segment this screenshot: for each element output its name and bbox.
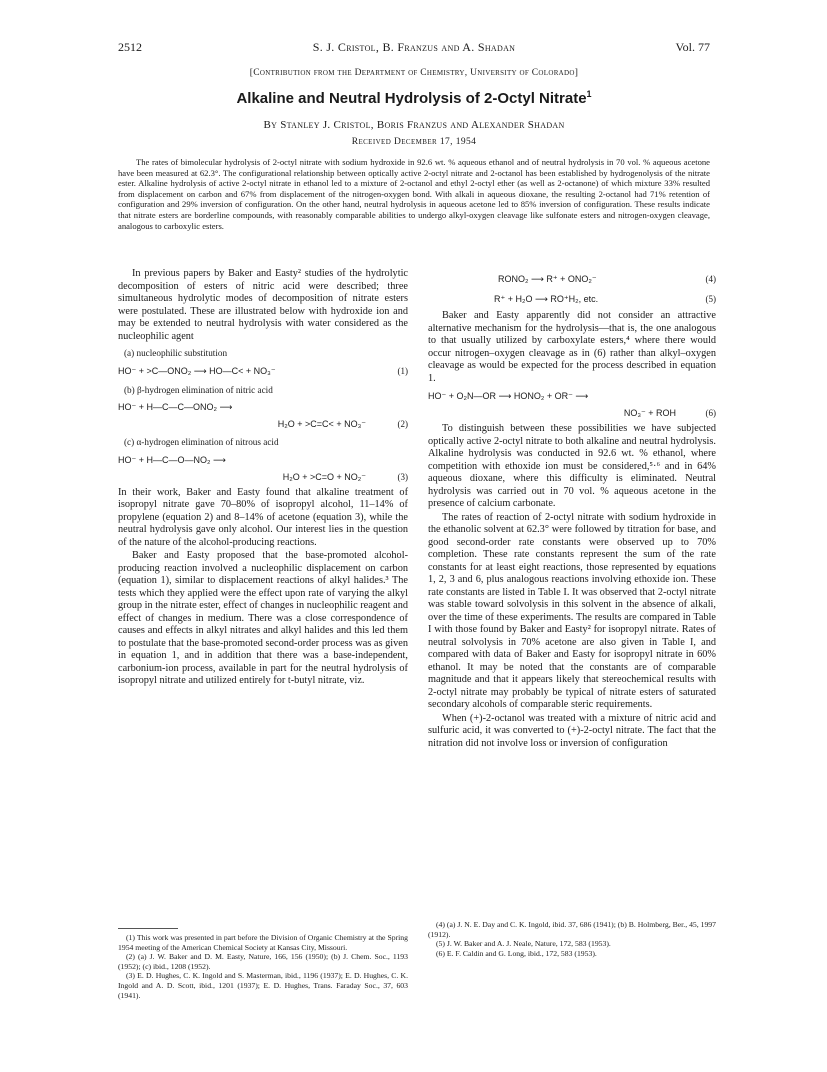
footnote: (2) (a) J. W. Baker and D. M. Easty, Nature, 166, 156 (1950); (b) J. Chem. Soc., 1193 (1952); (c) ibid., 1208 (1952). [118,952,408,971]
equation-6-number: (6) [705,408,716,418]
equation-4 [428,270,716,288]
article-title [118,89,710,107]
paragraph: Baker and Easty apparently did not consider an attractive alternative mechanism for the hydrolysis—that is, the one analogous to that usually utilized by carboxylate esters,⁴ where there would occur nitrogen–oxygen cleavage as in (6) rather than alkyl–oxygen cleavage as would be expected for the process described in equation 1. [428,310,716,384]
equation-2 [118,398,408,432]
case-c-label: (c) α-hydrogen elimination of nitrous acid [124,437,279,447]
equation-2-products: H₂O + >C=C< + NO₃⁻ [277,419,366,429]
volume-label: Vol. 77 [675,40,710,54]
contribution-line: [Contribution from the Department of Chemistry, University of Colorado] [249,68,579,78]
paragraph: When (+)-2-octanol was treated with a mixture of nitric acid and sulfuric acid, it was converted to (+)-2-octyl nitrate. The fact that the nitration did not involve loss or inversion of configuration [428,712,716,749]
byline: By Stanley J. Cristol, Boris Franzus and Alexander Shadan [263,119,565,131]
equation-6-expression: HO⁻ + O₂N—OR ⟶ HONO₂ + OR⁻ ⟶ [428,391,589,401]
case-a-label: (a) nucleophilic substitution [124,348,228,358]
equation-3-expression: HO⁻ + H—C—O—NO₂ ⟶ [118,454,226,465]
equation-1-expression: HO⁻ + >C—ONO₂ ⟶ HO—C< + NO₃⁻ [118,365,276,376]
footnote: (1) This work was presented in part before the Division of Organic Chemistry at the Spring 1954 meeting of the American Chemical Society at Kansas City, Missouri. [118,933,408,952]
paragraph: The rates of reaction of 2-octyl nitrate with sodium hydroxide in the ethanolic solvent at 62.3° were followed by titration for base, and good second-order rate constants were observed up to 70% completion. These rate constants represent the sum of the rate constants for at least eight reactions, those represented by equations 1, 2, 3 and 6, plus analogous reactions involving ethoxide ion. These rate constants are listed in Table I. It was observed that 2-octyl nitrate was stable toward solvolysis in this solvent in the absence of alkali, over the time of these experiments. The results are compared in Table I with those found by Baker and Easty² for isopropyl nitrate. Rates of neutral solvolysis in 70% acetone are also given in Table I, and compared with data of Baker and Easty for isopropyl nitrate in 60% ethanol. It may be noted that the constants are of comparable magnitude and that it appears likely that stereochemical results with 2-octyl nitrate may probably be typical of nitrate esters of saturated secondary alcohols of comparable steric requirements. [428,511,716,710]
running-authors: S. J. Cristol, B. Franzus and A. Shadan [312,40,516,54]
equation-3-products: H₂O + >C=O + NO₂⁻ [282,471,366,482]
paragraph: In previous papers by Baker and Easty² studies of the hydrolytic decomposition of esters of nitric acid were described; three simultaneous hydrolytic modes of decomposition of nitrate esters were postulated. These are illustrated below with hydroxide ion and may be extended to neutral hydrolysis with water considered as the nucleophilic agent [118,268,408,342]
paragraph: To distinguish between these possibilities we have subjected optically active 2-octyl nitrate to both alkaline and neutral hydrolysis. Alkaline hydrolysis was conducted in 92.6 wt. % ethanol, where competition with ethoxide ion must be considered,⁵·⁶ and in 64% aqueous dioxane, where this difficulty is eliminated. Neutral hydrolysis was carried out in 70 vol. % aqueous acetone in the presence of calcium carbonate. [428,423,716,509]
abstract: The rates of bimolecular hydrolysis of 2-octyl nitrate with sodium hydroxide in 92.6 wt. % aqueous ethanol and of neutral hydrolysis in 70 vol. % aqueous acetone have been measured at 62.3°. The configurational relationship between optically active 2-octyl nitrate and 2-octanol has been established by hydrogenolysis of the nitrate ester. Alkaline hydrolysis of active 2-octyl nitrate in ethanol led to a mixture of 2-octanol and ethyl 2-octyl ether (as well as 2-octanone) of which mixture 33% resulted from displacement on carbon and 67% from displacement of the nitrogen-oxygen bond. With alkali in aqueous dioxane, the resulting 2-octanol had 71% retention of configuration and 29% inversion of configuration. On the other hand, neutral hydrolysis in aqueous acetone led to 85% inversion of configuration. These results indicate that nitrate esters are borderline compounds, with reasonably comparable abilities to undergo alkyl-oxygen cleavage like sulfonate esters and nitrogen-oxygen cleavage, analogous to carboxylic esters. [118,157,710,231]
case-b-label: (b) β-hydrogen elimination of nitric acid [124,384,273,395]
page-number: 2512 [118,40,142,54]
paragraph: In their work, Baker and Easty found that alkaline treatment of isopropyl nitrate gave 70–80% of isopropyl alcohol, 11–14% of propylene (equation 2) and 8–14% of acetone (equation 3), while the neutral hydrolysis gave only alcohol. Our interest lies in the question of the nature of the alcohol-producing reactions. [118,486,408,548]
equation-4-number: (4) [705,274,716,284]
right-column [428,268,716,751]
paragraph: Baker and Easty proposed that the base-promoted alcohol-producing reaction involved a nucleophilic displacement on carbon (equation 1), similar to displacement reactions of alkyl halides.³ The tests which they applied were the effect upon rate of varying the alkyl group in the nitrate ester, effect of changes in nucleophilic reagent and effect of changes in medium. There was a close correspondence of causes and effects in alkyl nitrates and alkyl halides and this led them to postulate that the base-promoted second-order process was as given in equation 1, and in addition that there was a base-independent, carbonium-ion process, available in part for the neutral hydrolysis of isopropyl nitrate and utilized entirely for t-butyl nitrate, viz. [118,550,408,686]
equation-5-expression: R⁺ + H₂O ⟶ RO⁺H₂, etc. [494,294,599,304]
equation-3-number: (3) [397,471,408,482]
equation-1-number: (1) [397,365,408,376]
footnotes-right [428,920,716,958]
footnote: (6) E. F. Caldin and G. Long, ibid., 172, 583 (1953). [436,948,597,958]
equation-5 [428,290,716,308]
footnote: (3) E. D. Hughes, C. K. Ingold and S. Masterman, ibid., 1196 (1937); E. D. Hughes, C. K. Ingold and A. D. Scott, ibid., 1201 (1937); E. D. Hughes, Trans. Faraday Soc., 37, 603 (1941). [118,971,408,1000]
equation-4-expression: RONO₂ ⟶ R⁺ + ONO₂⁻ [498,274,597,284]
title-footnote-mark: 1 [586,89,592,99]
footnote-rule [118,928,178,929]
footnotes-left [118,922,408,1000]
equation-6-products: NO₃⁻ + ROH [623,408,676,418]
running-header [118,40,710,56]
equation-2-expression: HO⁻ + H—C—C—ONO₂ ⟶ [118,402,233,412]
equation-3 [118,451,408,485]
equation-5-number: (5) [705,294,716,304]
footnote: (5) J. W. Baker and A. J. Neale, Nature, 172, 583 (1953). [436,939,611,949]
equation-6 [428,387,716,421]
equation-1 [118,362,408,380]
equation-2-number: (2) [397,419,408,429]
footnote: (4) (a) J. N. E. Day and C. K. Ingold, ibid. 37, 686 (1941); (b) B. Holmberg, Ber., 45, 1997 (1912). [428,920,716,939]
received-date: Received December 17, 1954 [351,137,477,147]
left-column [118,268,408,689]
title-text: Alkaline and Neutral Hydrolysis of 2-Octyl Nitrate [236,90,587,107]
